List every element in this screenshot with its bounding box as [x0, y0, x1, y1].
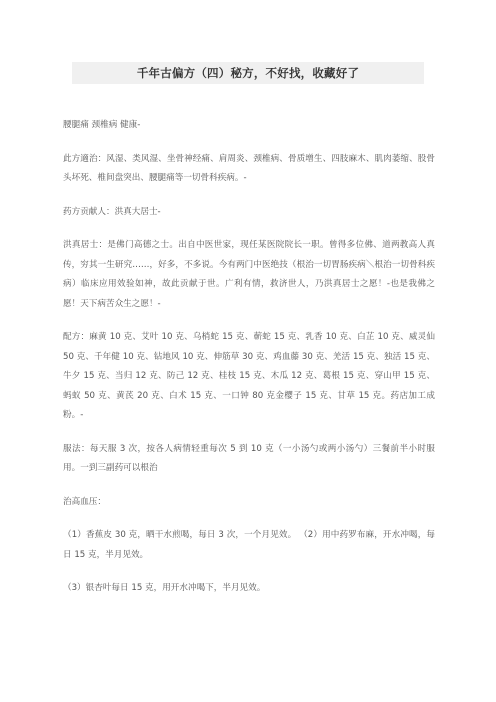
document-body [63, 116, 435, 613]
contributor-line: 药方贡献人：洪真大居士- [63, 206, 161, 217]
hypertension-remedy-3: （3）银杏叶每日 15 克，用开水冲喝下，半月见效。 [63, 583, 266, 593]
contributor-bio-paragraph: 洪真居士：是佛门高德之士。出自中医世家，现任某医院院长一职。曾得多位佛、道两教高人真传，穷其一生研究……，好多，不多说。今有两门中医绝技（根治一切胃肠疾病＼根治一切骨科疾病）临床应用效验如神，故此贡献于世。广利有情，救济世人，乃洪真居士之愿！-也是我佛之愿！天下病苦众生之愿！- [63, 240, 435, 309]
document-title: 千年古偏方（四）秘方，不好找，收藏好了 [136, 66, 360, 80]
tags-line: 腰腿痛 颈椎病 健康- [63, 120, 141, 130]
dosage-paragraph: 服法：每天服 3 次，按各人病情轻重每次 5 到 10 克（一小汤勺或两小汤勺）三餐前半小时服用。一到三副药可以根治 [63, 443, 435, 473]
title-banner [72, 62, 424, 84]
hypertension-heading: 治高血压： [63, 496, 106, 507]
formula-paragraph: 配方：麻黄 10 克、艾叶 10 克、乌梢蛇 15 克、蕲蛇 15 克、乳香 10 克、白芷 10 克、威灵仙 50 克、千年健 10 克、钻地风 10 克、伸筋草 30 克、鸡血藤 30 克、羌活 15 克、独活 15 克、牛夕 15 克、当归 12 克、防己 12 克、桂枝 15 克、木瓜 12 克、葛根 15 克、穿山甲 15 克、蚂蚁 50 克、黄芪 20 克、白术 15 克、一口钟 80 克金樱子 15 克、甘草 15 克。药店加工成粉。- [63, 332, 435, 420]
indications-paragraph: 此方適治：风湿、类风湿、坐骨神经痛、肩周炎、颈椎病、骨质增生、四肢麻木、肌肉萎缩、股骨头坏死、椎间盘突出、腰腿痛等一切骨科疾病。- [63, 153, 435, 183]
hypertension-remedy-1-2: （1）香蕉皮 30 克，晒干水煎喝，每日 3 次，一个月见效。 （2）用中药罗布麻，开水冲喝，每日 15 克，半月见效。 [63, 530, 435, 560]
